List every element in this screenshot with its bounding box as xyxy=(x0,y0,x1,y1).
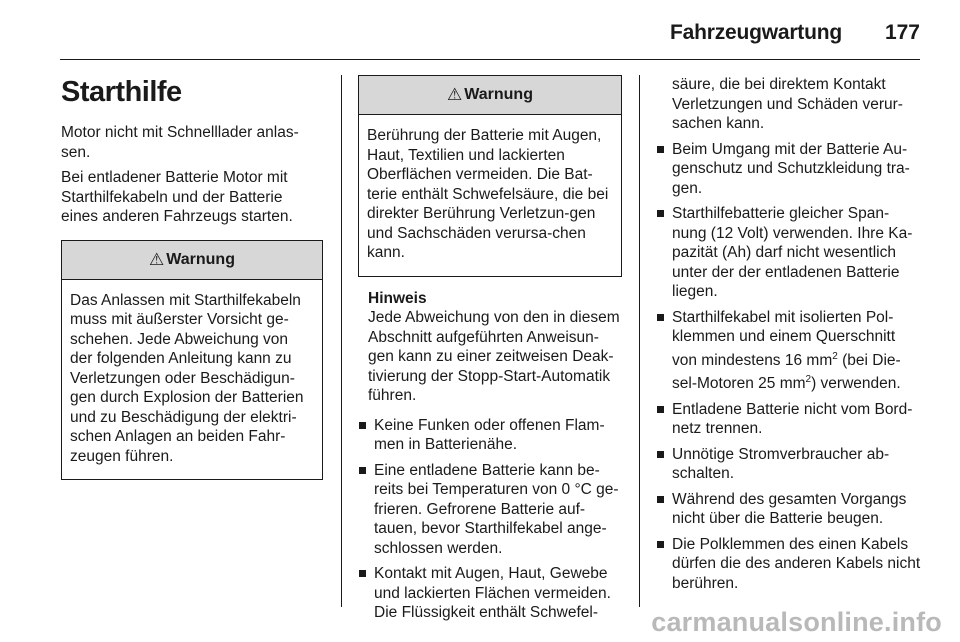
page-number: 177 xyxy=(884,21,920,44)
note-text: Jede Abweichung von den in diesem Abschnitt aufgeführten Anweisun-gen kann zu einer zeitweisen Deak-tivierung der Stopp-Start-Automatik führen. xyxy=(368,309,620,404)
note-block xyxy=(358,289,622,406)
note-label: Hinweis xyxy=(368,289,427,307)
warning-header xyxy=(359,76,621,115)
list-item: Keine Funken oder offenen Flam-men in Batterienähe. xyxy=(358,416,622,455)
warning-body xyxy=(62,280,322,480)
intro-paragraph-2: Bei entladener Batterie Motor mit Starthilfekabeln und der Batterie eines anderen Fahrzeugs starten. xyxy=(61,169,293,225)
bullet-list-col3 xyxy=(656,140,922,594)
cable-spec-text: ) verwenden. xyxy=(811,375,901,393)
list-item: Starthilfebatterie gleicher Span-nung (12 Volt) verwenden. Ihre Ka-pazität (Ah) darf nicht wesentlich unter der der entladenen Batterie liegen. xyxy=(656,204,922,302)
cable-spec-text: Starthilfekabel mit isolierten Pol-klemmen und einem Querschnitt von mindestens 16 mm xyxy=(672,308,896,369)
column-divider-1 xyxy=(341,75,342,607)
warning-header xyxy=(62,241,322,280)
list-item: Die Polklemmen des einen Kabels dürfen die des anderen Kabels nicht berühren. xyxy=(656,535,922,594)
bullet-continuation: säure, die bei direktem Kontakt Verletzungen und Schäden verur-sachen kann. xyxy=(672,76,903,132)
warning-triangle-icon: ⚠ xyxy=(447,85,463,104)
header-divider xyxy=(60,59,920,60)
warning-label: Warnung xyxy=(166,250,235,268)
list-item xyxy=(656,308,922,394)
watermark: carmanualsonline.info xyxy=(651,607,942,637)
warning-label: Warnung xyxy=(464,86,533,103)
column-1 xyxy=(61,75,323,480)
warning-text: Berührung der Batterie mit Augen, Haut, Textilien und lackierten Oberflächen vermeiden. Die Bat-terie enthält Schwefelsäure, die bei direkter Berührung Verletzun-gen und Sachschäden verursa-chen kann. xyxy=(367,127,609,261)
page-header xyxy=(0,0,960,62)
warning-box-2 xyxy=(358,75,622,277)
page-header-title: Fahrzeugwartung xyxy=(669,21,842,44)
list-item: Unnötige Stromverbraucher ab-schalten. xyxy=(656,445,922,484)
list-item: Entladene Batterie nicht vom Bord-netz trennen. xyxy=(656,400,922,439)
list-item: Während des gesamten Vorgangs nicht über die Batterie beugen. xyxy=(656,490,922,529)
superscript: 2 xyxy=(805,374,812,386)
list-item: Beim Umgang mit der Batterie Au-genschutz und Schutzkleidung tra-gen. xyxy=(656,140,922,199)
warning-triangle-icon: ⚠ xyxy=(149,249,165,269)
list-item: Eine entladene Batterie kann be-reits bei Temperaturen von 0 °C ge-frieren. Gefrorene Batterie auf-tauen, bevor Starthilfekabel ange-schlossen werden. xyxy=(358,461,622,559)
bullet-list-col2 xyxy=(358,416,622,623)
warning-box-1 xyxy=(61,240,323,481)
warning-text: Das Anlassen mit Starthilfekabeln muss mit äußerster Vorsicht ge-schehen. Jede Abweichung von der folgenden Anleitung kann zu Verletzungen oder Beschädigun-gen durch Explosion der Batterien und zu Beschädigung der elektri-schen Anlagen an beiden Fahr-zeugen führen. xyxy=(70,291,304,465)
column-2 xyxy=(358,75,622,629)
warning-body xyxy=(359,115,621,276)
list-item: Kontakt mit Augen, Haut, Gewebe und lackierten Flächen vermeiden. Die Flüssigkeit enthält Schwefel- xyxy=(358,564,622,623)
intro-paragraph-1: Motor nicht mit Schnelllader anlas-sen. xyxy=(61,124,299,161)
column-divider-2 xyxy=(639,75,640,607)
superscript: 2 xyxy=(832,350,838,362)
column-3 xyxy=(656,75,922,599)
cable-spec-text: (bei Die-sel-Motoren 25 mm xyxy=(672,351,901,393)
section-title: Starthilfe xyxy=(61,76,182,108)
